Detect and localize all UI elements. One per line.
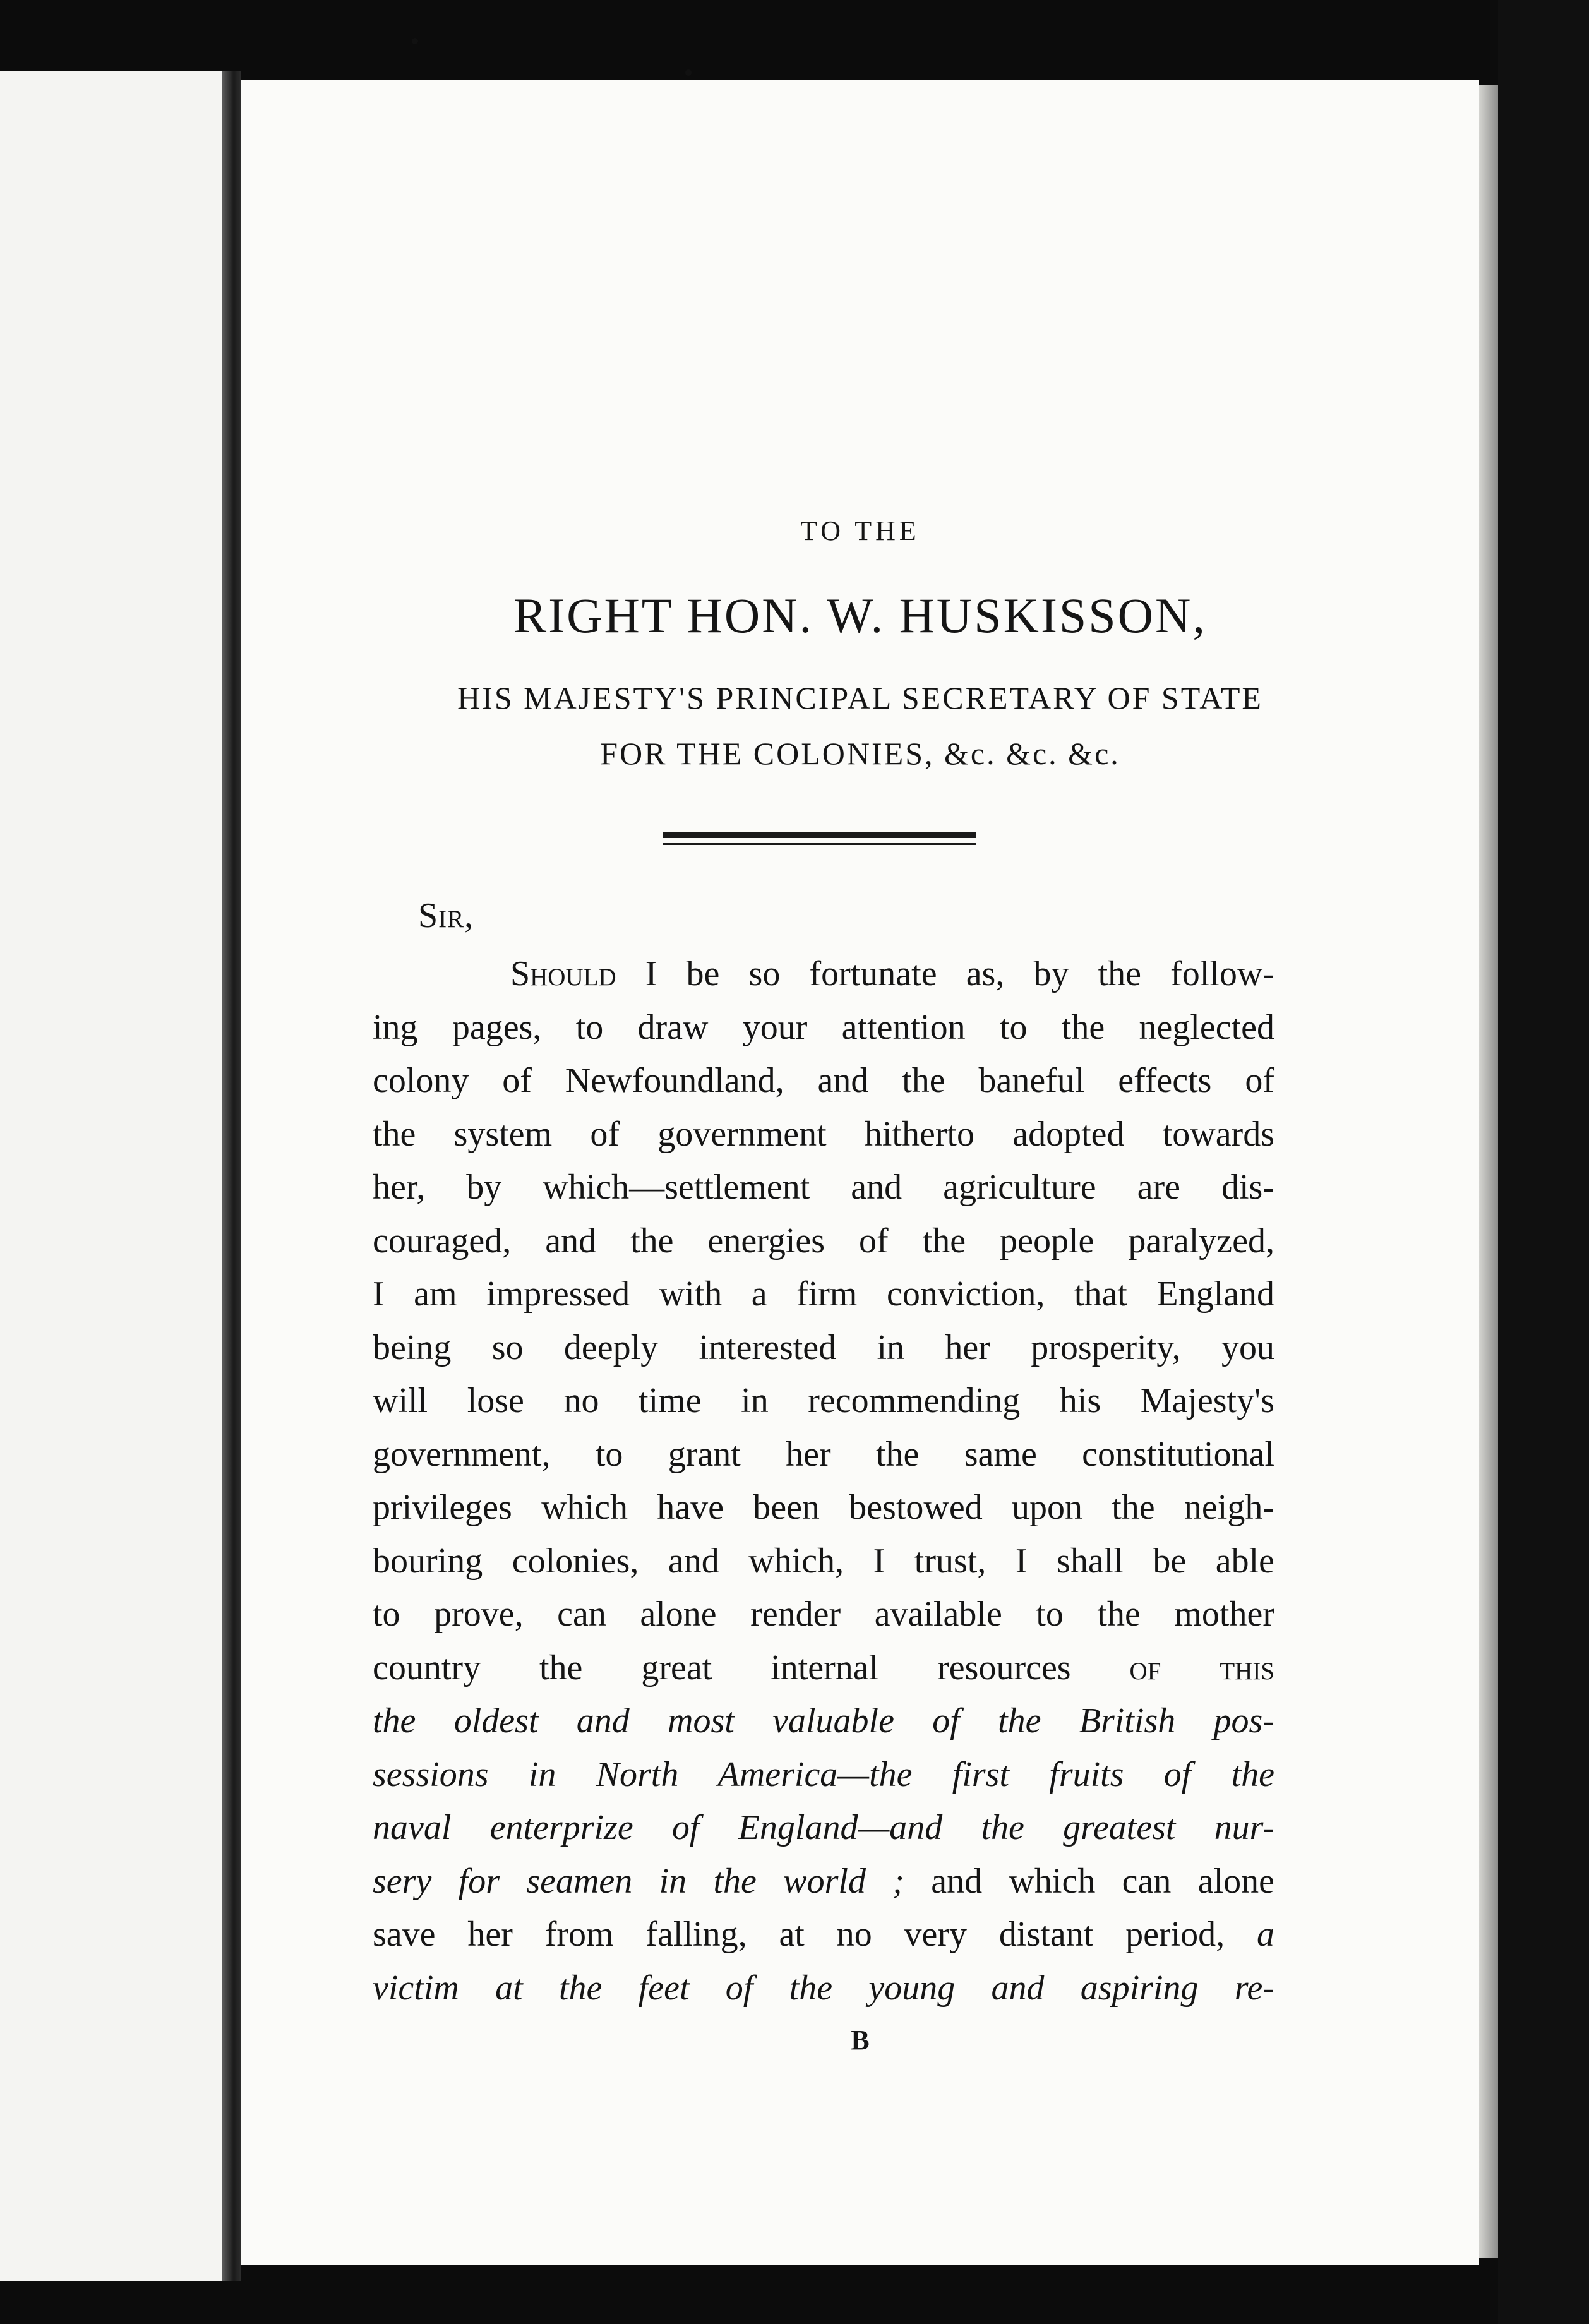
body-line: privileges which have been bestowed upon the neigh- <box>373 1488 1274 1527</box>
ornamental-rule <box>663 832 976 838</box>
dedication-to-the: TO THE <box>800 515 920 546</box>
body-line: sery for seamen in the world ; and which can alone <box>373 1861 1274 1901</box>
scan-dot <box>412 38 418 44</box>
body-line: Should I be so fortunate as, by the follow- <box>510 954 1274 993</box>
body-line-italic: naval enterprize of England—and the greatest nur- <box>373 1808 1274 1847</box>
dedication-title-line2: FOR THE COLONIES, &c. &c. &c. <box>600 736 1120 771</box>
body-line-italic: victim at the feet of the young and aspiring re- <box>373 1968 1274 2008</box>
scan-dot <box>685 69 692 76</box>
body-line: will lose no time in recommending his Majesty's <box>373 1381 1274 1420</box>
body-line: her, by which—settlement and agriculture are dis- <box>373 1168 1274 1207</box>
body-line: ing pages, to draw your attention to the neglected <box>373 1007 1274 1047</box>
dedication-title-line1: HIS MAJESTY'S PRINCIPAL SECRETARY OF STATE <box>457 680 1263 716</box>
page-edge <box>1479 85 1498 2258</box>
body-line: the system of government hitherto adopted towards <box>373 1114 1274 1154</box>
body-line: to prove, can alone render available to the mother <box>373 1595 1274 1634</box>
body-line: being so deeply interested in her prosperity, you <box>373 1327 1274 1367</box>
body-line: government, to grant her the same constitutional <box>373 1434 1274 1474</box>
of-this-emphasis: of this <box>1129 1648 1274 1687</box>
body-line: couraged, and the energies of the people paralyzed, <box>373 1221 1274 1261</box>
body-line-italic: the oldest and most valuable of the British pos- <box>373 1701 1274 1740</box>
letter-body <box>373 947 1274 2015</box>
facing-page <box>0 71 222 2281</box>
body-line-italic: sessions in North America—the first fruits of the <box>373 1754 1274 1794</box>
salutation: Sir, <box>418 896 474 935</box>
scan-background <box>1498 0 1589 2324</box>
body-line: save her from falling, at no very distant period, a <box>373 1915 1274 1954</box>
body-line: bouring colonies, and which, I trust, I shall be able <box>373 1541 1274 1581</box>
dedication-name: RIGHT HON. W. HUSKISSON, <box>513 588 1207 643</box>
body-line: colony of Newfoundland, and the baneful effects of <box>373 1061 1274 1100</box>
book-gutter <box>222 71 241 2281</box>
signature-mark: B <box>851 2025 870 2056</box>
body-line: country the great internal resources of this <box>373 1648 1274 1687</box>
ornamental-rule-thin <box>663 843 976 845</box>
body-line: I am impressed with a firm conviction, that England <box>373 1274 1274 1314</box>
lead-word: Should <box>510 954 616 993</box>
